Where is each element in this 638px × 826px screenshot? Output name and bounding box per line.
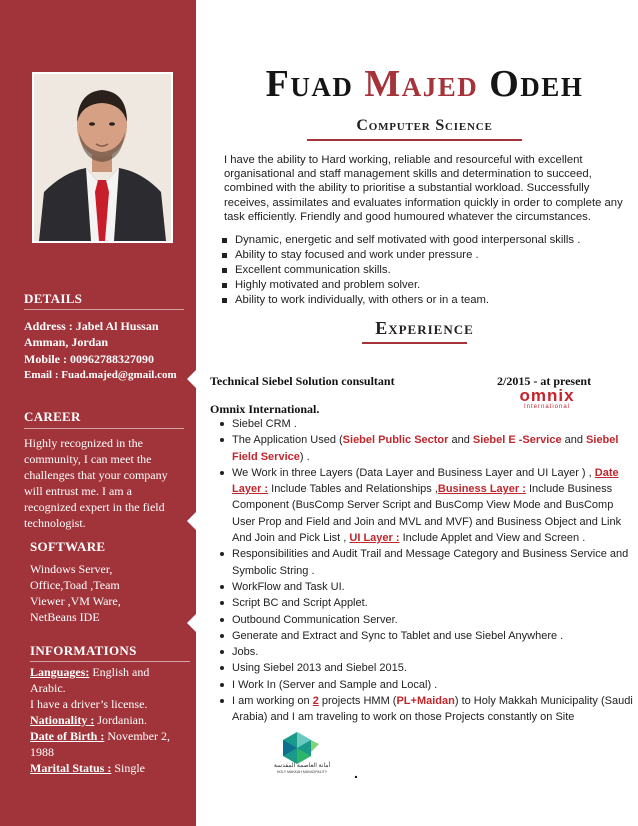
profile-photo xyxy=(32,72,173,243)
text: ) . xyxy=(299,450,310,463)
text: We Work in three Layers (Data Layer and Business Layer and UI Layer ) , xyxy=(232,466,595,479)
dob-value: November 2, 1988 xyxy=(30,729,170,759)
nationality-label: Nationality : xyxy=(30,713,95,727)
highlight: 2 xyxy=(312,695,319,708)
list-item: Outbound Communication Server. xyxy=(217,612,635,628)
details-heading: DETAILS xyxy=(24,291,83,306)
highlight: Siebel E -Service xyxy=(472,434,562,447)
nationality-value: Jordanian. xyxy=(97,713,147,727)
person-photo-icon xyxy=(34,74,171,241)
highlight: Date Layer : xyxy=(232,466,619,496)
omnix-logo xyxy=(497,388,597,410)
list-item: I Work In (Server and Sample and Local) . xyxy=(217,677,635,693)
languages-label: Languages: xyxy=(30,665,90,679)
informations-heading: INFORMATIONS xyxy=(30,643,137,658)
sidebar xyxy=(0,0,207,826)
trailing-dot: . xyxy=(354,765,358,781)
list-item: Dynamic, energetic and self motivated with good interpersonal skills . xyxy=(217,233,627,248)
list-item: Script BC and Script Applet. xyxy=(217,595,635,611)
experience-heading: Experience xyxy=(375,318,474,338)
logo-arabic: أمانة العاصمة المقدسة xyxy=(273,763,331,769)
company-name: Omnix International. xyxy=(210,402,320,416)
email xyxy=(24,367,177,383)
mobile-value: 00962788327090 xyxy=(70,352,154,366)
list-item: Excellent communication skills. xyxy=(217,263,627,278)
mobile-label: Mobile : xyxy=(24,352,67,366)
career-heading: CAREER xyxy=(24,409,81,424)
list-item: Jobs. xyxy=(217,644,635,660)
section-notch xyxy=(187,614,196,632)
text: projects HMM ( xyxy=(318,695,397,708)
experience-rule xyxy=(362,342,467,344)
duties-list xyxy=(217,416,635,726)
job-date: 2/2015 - at present xyxy=(497,374,592,388)
list-item: Ability to stay focused and work under pressure . xyxy=(217,248,627,263)
subtitle: Computer Science xyxy=(356,117,493,134)
email-value[interactable]: Fuad.majed@gmail.com xyxy=(61,369,177,381)
title-rule xyxy=(307,139,522,141)
main-content xyxy=(207,0,638,826)
highlight: PL xyxy=(396,695,411,708)
logo-english: HOLY MAKKAH MUNICIPALITY xyxy=(276,770,328,774)
address xyxy=(24,318,159,350)
text: Include Tables and Relationships , xyxy=(268,483,438,496)
strengths-list xyxy=(217,233,627,308)
text: The Application Used ( xyxy=(232,434,343,447)
license-text: I have a driver’s license. xyxy=(30,697,148,711)
name-middle: Majed xyxy=(364,63,479,105)
list-item: Using Siebel 2013 and Siebel 2015. xyxy=(217,660,635,676)
text: Include Applet and View and Screen . xyxy=(399,532,586,545)
mobile xyxy=(24,351,154,367)
summary-text: I have the ability to Hard working, reliable and resourceful with excellent organisational and staff management skills and determination to succeed, combined with the ability to prioritise a substantial workload. Successfully receives, assimilates and evaluates information quickly in order to complete any task efficiently. Friendly and good humoured whatever the circumstances. xyxy=(224,154,623,223)
list-item xyxy=(217,465,635,546)
career-text: Highly recognized in the community, I can meet the challenges that your company will entrust me. I am a recognized expert in the field technologist. xyxy=(24,436,168,530)
dob-label: Date of Birth : xyxy=(30,729,105,743)
informations-list xyxy=(30,664,180,776)
highlight: UI Layer : xyxy=(349,532,400,545)
list-item: Generate and Extract and Sync to Tablet and use Siebel Anywhere . xyxy=(217,628,635,644)
address-label: Address : xyxy=(24,319,73,333)
divider xyxy=(24,309,184,310)
address-line2: Amman, Jordan xyxy=(24,335,109,349)
text: ) to Holy Makkah Municipality (Saudi Arabia) and I am traveling to work on those Projects constantly on Site xyxy=(232,695,633,724)
job-title: Technical Siebel Solution consultant xyxy=(210,374,395,388)
section-notch xyxy=(187,512,196,530)
highlight: + xyxy=(410,695,417,708)
highlight: Business Layer : xyxy=(437,483,526,496)
text: and xyxy=(448,434,473,447)
list-item: Highly motivated and problem solver. xyxy=(217,278,627,293)
list-item xyxy=(217,432,635,465)
makkah-municipality-logo xyxy=(267,730,347,775)
text: Include Business Component (BusComp Server Script and BusComp View Mode and BusComp User Prop and Field and Join and MVL and MVF) and Business Object and Link And Join and Pick List , xyxy=(232,483,622,545)
marital-label: Marital Status : xyxy=(30,761,112,775)
divider xyxy=(30,661,190,662)
list-item: Ability to work individually, with others or in a team. xyxy=(217,293,627,308)
divider xyxy=(24,428,184,429)
highlight: Siebel Public Sector xyxy=(342,434,449,447)
list-item xyxy=(217,693,635,726)
omnix-tag: International xyxy=(523,404,571,410)
email-label: Email : xyxy=(24,369,59,381)
text: I am working on xyxy=(232,695,313,708)
text: and xyxy=(561,434,587,447)
software-heading: SOFTWARE xyxy=(30,539,106,554)
name-last: Odeh xyxy=(489,63,584,105)
list-item: Responsibilities and Audit Trail and Message Category and Business Service and Symbolic String . xyxy=(217,546,635,579)
highlight: Maidan xyxy=(416,695,455,708)
list-item: WorkFlow and Task UI. xyxy=(217,579,635,595)
address-line1: Jabel Al Hussan xyxy=(75,319,159,333)
highlight: Siebel Field Service xyxy=(232,434,619,463)
section-notch xyxy=(187,370,196,388)
page-title xyxy=(227,62,622,106)
software-text: Windows Server, Office,Toad ,Team Viewer ,VM Ware, NetBeans IDE xyxy=(30,562,121,624)
list-item: Siebel CRM . xyxy=(217,416,635,432)
languages-value: English and Arabic. xyxy=(30,665,150,695)
omnix-brand: omnix xyxy=(519,386,575,405)
name-first: Fuad xyxy=(265,63,354,105)
marital-value: Single xyxy=(114,761,145,775)
